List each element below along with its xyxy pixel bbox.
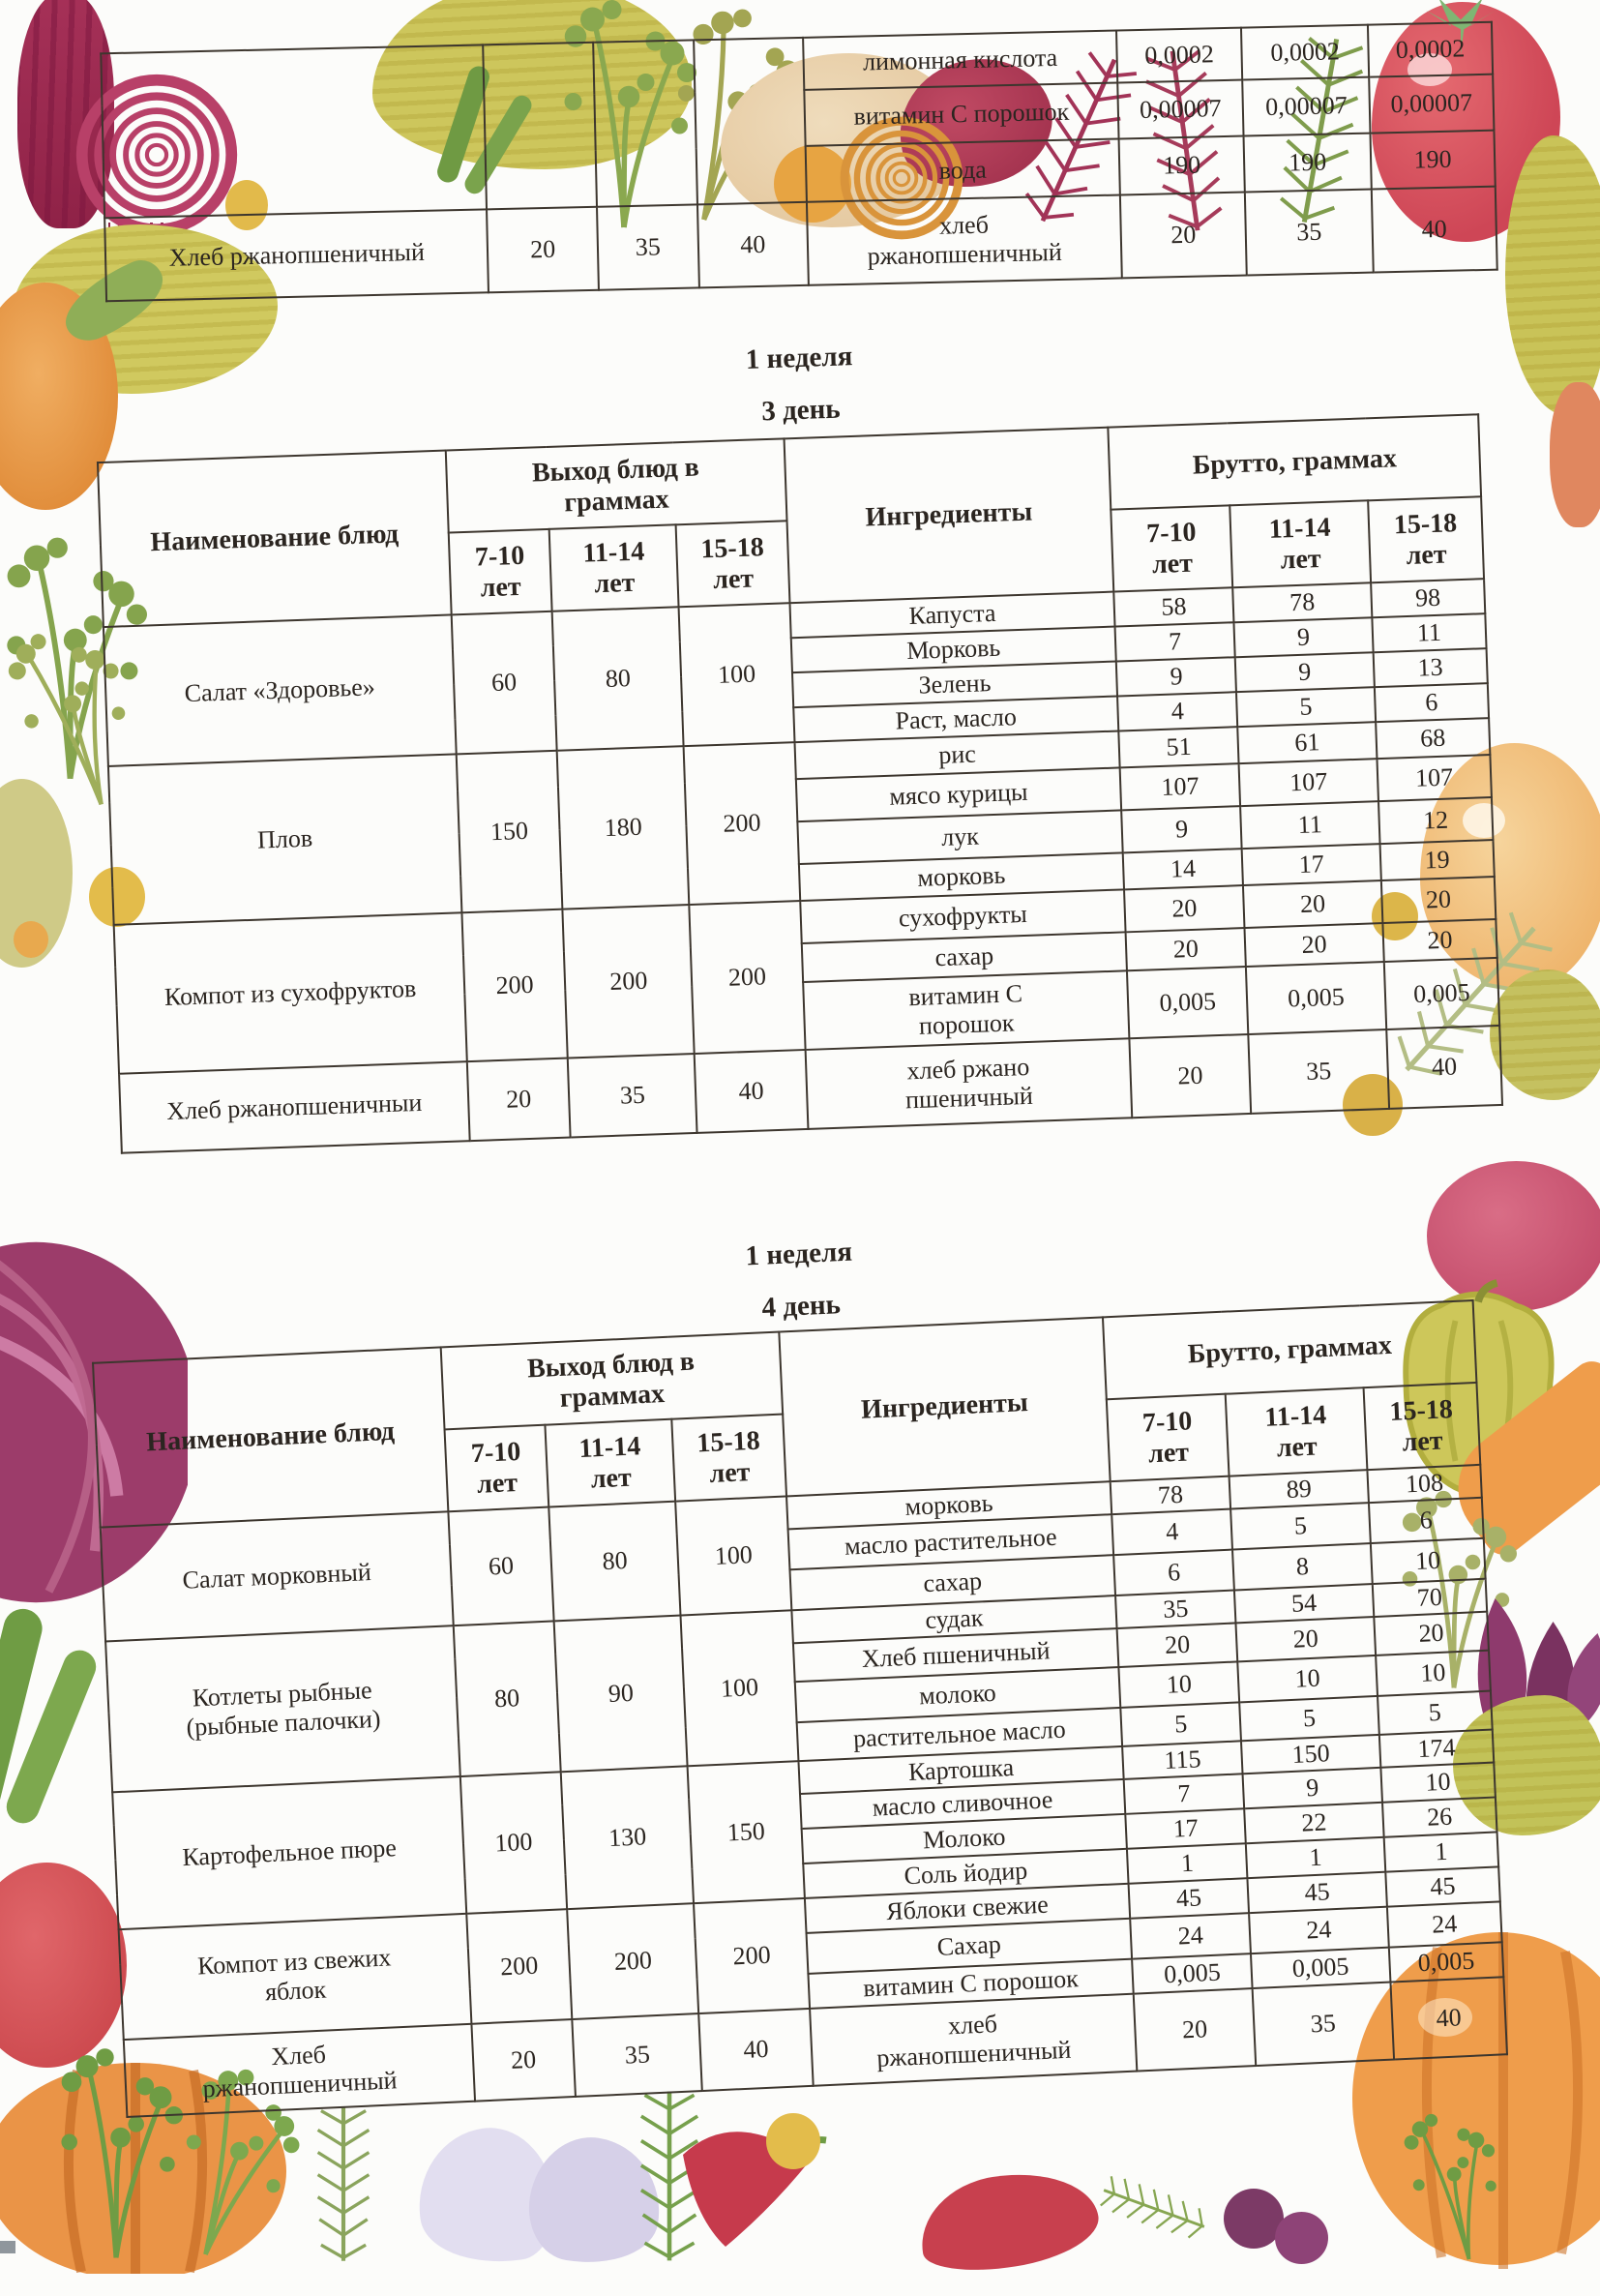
ingredient-value: 5 [1378,1691,1493,1735]
ingredient-value: 1 [1384,1832,1499,1871]
dish-output-value: 200 [562,905,695,1058]
ingredient-value: 11 [1372,613,1486,652]
dish-output-value: 200 [690,901,806,1054]
ingredient-value: 6 [1369,1498,1484,1543]
dish-output-value: 40 [695,1050,808,1133]
ingredient-name: Капуста [789,592,1115,639]
dish-output-value: 20 [487,207,599,293]
dish-output-value: 100 [679,603,794,746]
ingredient-value: 78 [1111,1476,1230,1515]
ingredient-value: 7 [1115,622,1235,661]
ingredient-name: морковь [799,852,1125,901]
ingredient-name: масло сливочное [800,1779,1126,1829]
ingredient-value: 150 [1241,1735,1380,1774]
empty-cell [484,43,597,210]
ingredient-value: 174 [1379,1730,1495,1768]
ingredient-name: витамин С порошок [803,970,1130,1050]
ingredient-value: 115 [1122,1741,1242,1779]
ingredient-value: 4 [1117,692,1237,731]
ingredient-value: 1 [1246,1837,1385,1878]
ingredient-value: 78 [1232,582,1372,622]
ingredient-value: 40 [1372,187,1497,273]
dish-name: Компот из сухофруктов [114,912,467,1073]
dish-output-value: 40 [697,202,810,288]
empty-cell [593,40,696,206]
ingredient-value: 89 [1230,1470,1369,1508]
ingredient-name: Картошка [798,1746,1124,1794]
ingredient-value: 12 [1378,797,1494,844]
ingredient-value: 107 [1239,759,1378,806]
ingredient-value: 20 [1236,1617,1376,1661]
week-label: 1 неделя [745,341,853,375]
ingredient-value: 108 [1367,1465,1482,1503]
ingredient-value: 17 [1126,1808,1246,1849]
dish-output-value: 80 [552,607,684,750]
ingredient-name: Яблоки свежие [805,1884,1131,1933]
ingredient-value: 45 [1247,1872,1386,1913]
ingredient-name: лимонная кислота [803,31,1117,90]
ingredient-value: 58 [1114,587,1234,626]
dish-output-value: 200 [694,1898,809,2013]
ingredient-value: 20 [1124,885,1244,932]
ingredient-value: 5 [1236,687,1376,727]
decor-green-sprig [1077,2121,1230,2295]
dish-output-value: 80 [548,1502,681,1622]
column-header-ingredients: Ингредиенты [784,428,1113,604]
ingredient-name: витамин С порошок [804,83,1118,146]
ingredient-value: 20 [1126,928,1246,970]
ingredient-value: 24 [1249,1907,1389,1953]
ingredient-name: хлеб ржано пшеничный [805,1038,1132,1129]
dish-output-value: 35 [568,1054,697,1138]
dish-name: Салат морковный [101,1511,454,1641]
decor-rosemary-sprig [295,2104,392,2264]
week-label: 1 неделя [744,1236,853,1272]
ingredient-value: 5 [1239,1696,1378,1741]
ingredient-value: 61 [1237,722,1377,763]
ingredient-value: 40 [1390,1977,1507,2059]
ingredient-name: масло растительное [787,1514,1113,1569]
ingredient-value: 7 [1124,1774,1244,1814]
ingredient-value: 17 [1242,844,1381,885]
ingredient-value: 4 [1111,1509,1232,1556]
ingredient-value: 1 [1127,1843,1247,1884]
dish-output-value: 100 [460,1772,568,1914]
dish-output-value: 200 [466,1909,572,2024]
age-group-header: 15-18 лет [676,521,789,607]
dish-output-value: 80 [454,1621,561,1776]
ingredient-value: 20 [1381,877,1496,923]
age-group-header: 15-18 лет [1368,496,1484,582]
decor-orange-dot [14,921,48,958]
column-header-output: Выход блюд в граммах [446,438,787,532]
dish-output-value: 40 [699,2009,814,2091]
ingredient-value: 10 [1119,1661,1240,1708]
ingredient-value: 14 [1123,849,1243,889]
column-header-ingredients: Ингредиенты [779,1317,1111,1496]
age-group-header: 15-18 лет [1363,1383,1480,1470]
ingredient-value: 0,00007 [1369,75,1494,134]
ingredient-name: Сахар [806,1919,1132,1974]
ingredient-value: 68 [1376,718,1490,759]
ingredient-name: Молоко [801,1814,1127,1864]
ingredient-value: 9 [1234,617,1374,657]
age-group-header: 7-10 лет [1107,1394,1230,1481]
ingredient-value: 0,0002 [1241,25,1369,80]
ingredient-value: 190 [1370,131,1495,190]
decor-scan-artifact [0,2241,15,2253]
continuation-table [100,21,1497,303]
ingredient-value: 0,005 [1246,962,1386,1034]
ingredient-name: хлеб ржанопшеничный [807,194,1121,284]
ingredient-name: мясо курицы [796,767,1122,821]
dish-output-value: 100 [681,1610,798,1766]
ingredient-value: 54 [1234,1584,1374,1623]
ingredient-value: 107 [1120,763,1240,810]
ingredient-value: 10 [1376,1651,1491,1696]
dish-name: Компот из свежих яблок [119,1914,472,2040]
ingredient-value: 45 [1129,1878,1249,1919]
ingredient-value: 51 [1119,727,1239,767]
ingredient-value: 0,005 [1251,1948,1390,1988]
dish-name: Плов [108,754,461,924]
age-group-header: 7-10 лет [1111,505,1233,591]
ingredient-value: 5 [1230,1503,1371,1549]
ingredient-name: морковь [786,1481,1112,1529]
dish-output-value: 60 [448,1507,553,1626]
age-group-header: 11-14 лет [1226,1387,1368,1476]
dish-name: Хлеб ржанопшеничный [104,209,489,301]
age-group-header: 11-14 лет [545,1419,675,1507]
ingredient-value: 0,005 [1127,967,1248,1038]
ingredient-value: 35 [1253,1983,1394,2066]
age-group-header: 7-10 лет [444,1425,548,1512]
ingredient-value: 5 [1121,1702,1241,1746]
ingredient-value: 9 [1116,657,1236,696]
ingredient-name: лук [797,810,1123,864]
ingredient-name: сахар [801,932,1127,982]
ingredient-value: 20 [1120,193,1247,279]
dish-name: Котлеты рыбные (рыбные палочки) [105,1625,460,1792]
dish-output-value: 180 [557,746,690,909]
ingredient-value: 0,005 [1384,958,1500,1029]
dish-name: Хлеб ржанопшеничныи [119,1061,469,1153]
age-group-header: 15-18 лет [672,1415,786,1502]
dish-output-value: 150 [688,1761,805,1903]
ingredient-value: 20 [1134,1988,1256,2071]
ingredient-name: хлеб ржанопшеничный [810,1994,1138,2086]
ingredient-value: 45 [1385,1866,1500,1906]
age-group-header: 11-14 лет [549,524,679,611]
dish-output-value: 20 [467,1059,571,1142]
ingredient-value: 11 [1240,801,1379,849]
menu-table-day3 [97,413,1503,1153]
dish-output-value: 130 [561,1766,695,1909]
dish-output-value: 20 [471,2019,576,2102]
ingredient-value: 190 [1244,134,1372,193]
dish-name: Хлеб ржанопшеничный [124,2024,475,2117]
ingredient-value: 20 [1382,919,1496,962]
dish-name: Салат «Здоровье» [104,614,457,765]
ingredient-name: вода [806,139,1120,202]
ingredient-value: 8 [1232,1543,1373,1590]
ingredient-value: 0,0002 [1116,28,1243,83]
ingredient-value: 10 [1237,1655,1378,1702]
empty-cell [101,45,487,218]
ingredient-value: 40 [1386,1026,1502,1109]
ingredient-name: Морковь [790,627,1116,673]
ingredient-name: сухофрукты [800,889,1126,943]
ingredient-value: 98 [1371,579,1485,617]
dish-output-value: 150 [457,751,563,913]
ingredient-value: 0,0002 [1368,22,1493,77]
dish-output-value: 35 [597,204,698,289]
ingredient-value: 10 [1380,1763,1496,1803]
column-header-dish: Наименование блюд [93,1347,448,1527]
menu-table-day4 [92,1299,1508,2118]
ingredient-value: 107 [1377,755,1492,801]
ingredient-value: 35 [1248,1029,1389,1114]
dish-output-value: 60 [452,611,557,755]
ingredient-value: 9 [1235,652,1375,692]
decor-yellow-dot [766,2113,820,2169]
ingredient-value: 0,005 [1132,1953,1252,1994]
ingredient-value: 24 [1130,1913,1251,1959]
decor-olive-leafstack [1505,135,1600,416]
ingredient-value: 70 [1373,1579,1488,1617]
ingredient-value: 22 [1244,1803,1383,1843]
empty-cell [694,38,807,205]
ingredient-name: судак [791,1595,1117,1643]
column-header-brutto: Брутто, граммах [1103,1300,1476,1399]
dish-output-value: 200 [684,742,800,905]
day-label: 3 день [760,393,842,428]
ingredient-value: 13 [1373,648,1487,687]
ingredient-value: 20 [1117,1623,1237,1667]
dish-output-value: 100 [676,1496,791,1615]
ingredient-name: Раст, масло [793,696,1119,742]
ingredient-value: 0,00007 [1117,80,1244,139]
ingredient-value: 19 [1379,840,1494,880]
ingredient-value: 20 [1374,1612,1489,1655]
ingredient-value: 0,00007 [1242,77,1370,136]
dish-output-value: 35 [572,2013,702,2097]
decor-red-pepper [913,2162,1105,2281]
dish-name: Картофельное пюре [112,1776,466,1929]
decor-tomato-illustration [0,1863,127,2068]
ingredient-value: 26 [1382,1797,1497,1836]
day-label: 4 день [760,1289,842,1324]
ingredient-name: витамин С порошок [808,1959,1134,2009]
column-header-output: Выход блюд в граммах [441,1332,783,1430]
age-group-header: 11-14 лет [1230,500,1371,587]
ingredient-value: 35 [1245,190,1374,276]
ingredient-value: 24 [1387,1901,1502,1947]
ingredient-value: 0,005 [1389,1942,1504,1982]
dish-output-value: 200 [567,1903,698,2019]
age-group-header: 7-10 лет [449,529,552,615]
ingredient-value: 6 [1113,1550,1234,1596]
ingredient-value: 20 [1243,880,1382,928]
column-header-dish: Наименование блюд [98,451,452,627]
ingredient-value: 20 [1245,923,1384,967]
ingredient-value: 6 [1375,683,1489,722]
ingredient-name: растительное масло [796,1708,1122,1761]
ingredient-name: Хлеб пшеничный [793,1628,1119,1682]
decor-orange-bit [1550,382,1600,527]
ingredient-name: рис [794,731,1120,779]
ingredient-value: 9 [1121,806,1241,852]
ingredient-value: 35 [1115,1591,1235,1629]
column-header-brutto: Брутто, граммах [1109,414,1481,509]
ingredient-name: сахар [789,1555,1115,1610]
ingredient-name: Зелень [792,662,1118,708]
decor-plum [1275,2212,1328,2264]
ingredient-value: 20 [1130,1034,1252,1118]
ingredient-value: 10 [1371,1538,1486,1584]
ingredient-value: 190 [1118,136,1245,195]
dish-output-value: 200 [461,909,568,1062]
ingredient-name: Соль йодир [803,1849,1129,1898]
ingredient-name: молоко [794,1667,1120,1722]
dish-output-value: 90 [554,1615,688,1772]
ingredient-value: 9 [1243,1768,1382,1808]
